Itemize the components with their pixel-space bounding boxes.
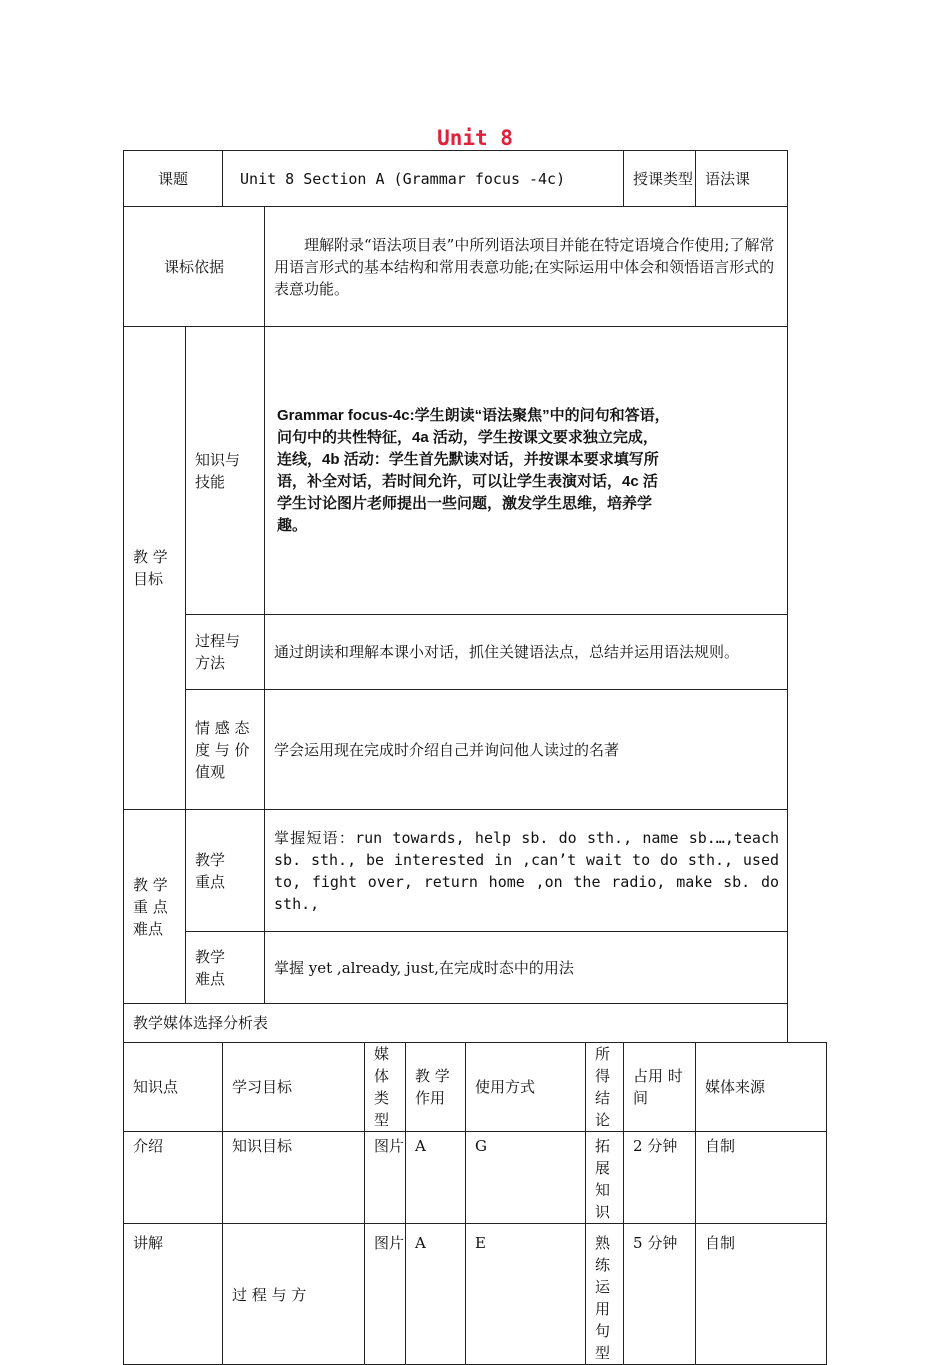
media-cell: G <box>466 1132 586 1224</box>
media-header-cell: 媒 体 类型 <box>365 1043 406 1132</box>
emotion-text: 学会运用现在完成时介绍自己并询问他人读过的名著 <box>265 690 788 810</box>
keypoints-label: 教 学 重 点 难点 <box>124 810 186 1004</box>
media-cell: 知识目标 <box>223 1132 365 1224</box>
process-row <box>124 615 827 690</box>
media-header-row <box>124 1043 827 1132</box>
basis-label: 课标依据 <box>124 207 265 327</box>
media-cell: 讲解 <box>124 1224 223 1365</box>
header-row <box>124 151 827 207</box>
knowledge-line: 语，补全对话，若时间允许，可以让学生表演对话，4c 活 <box>277 472 658 490</box>
topic-value: Unit 8 Section A (Grammar focus -4c) <box>223 151 624 207</box>
media-header-cell: 教 学 作用 <box>406 1043 466 1132</box>
basis-text: 理解附录“语法项目表”中所列语法项目并能在特定语境合作使用;了解常用语言形式的基本结构和常用表意功能;在实际运用中体会和领悟语言形式的表意功能。 <box>265 207 788 327</box>
focus-label: 教学重点 <box>186 810 265 932</box>
focus-row <box>124 810 827 932</box>
knowledge-line: 学生讨论图片老师提出一些问题，激发学生思维，培养学 <box>277 494 653 512</box>
media-header-cell: 媒体来源 <box>696 1043 827 1132</box>
lesson-plan-table <box>123 150 827 1365</box>
knowledge-line: 问句中的共性特征，4a 活动，学生按课文要求独立完成， <box>277 428 658 446</box>
knowledge-line: Grammar focus-4c:学生朗读“语法聚焦”中的问句和答语， <box>277 406 670 424</box>
difficulty-row <box>124 932 827 1004</box>
knowledge-text <box>265 327 788 615</box>
media-header-cell: 占用 时间 <box>624 1043 696 1132</box>
media-title: 教学媒体选择分析表 <box>124 1004 788 1043</box>
emotion-label: 情 感 态 度 与 价 值观 <box>186 690 265 810</box>
media-cell: 2 分钟 <box>624 1132 696 1224</box>
media-cell: 介绍 <box>124 1132 223 1224</box>
knowledge-label: 知识与技能 <box>186 327 265 615</box>
media-header-cell: 知识点 <box>124 1043 223 1132</box>
lesson-type-value: 语法课 <box>696 151 788 207</box>
difficulty-text: 掌握 yet ,already, just,在完成时态中的用法 <box>265 932 788 1004</box>
knowledge-row <box>124 327 827 615</box>
media-cell: 图片 <box>365 1132 406 1224</box>
basis-row <box>124 207 827 327</box>
emotion-row <box>124 690 827 810</box>
media-row <box>124 1132 827 1224</box>
media-cell: A <box>406 1224 466 1365</box>
media-header-cell: 所得结论 <box>586 1043 624 1132</box>
media-cell: 图片 <box>365 1224 406 1365</box>
media-cell: 自制 <box>696 1224 827 1365</box>
media-cell: 熟练运用句型 <box>586 1224 624 1365</box>
process-label: 过程与方法 <box>186 615 265 690</box>
difficulty-label: 教学难点 <box>186 932 265 1004</box>
process-text: 通过朗读和理解本课小对话，抓住关键语法点，总结并运用语法规则。 <box>265 615 788 690</box>
media-title-row <box>124 1004 827 1043</box>
media-cell: 过 程 与 方 <box>223 1224 365 1365</box>
knowledge-line: 趣。 <box>277 516 308 534</box>
media-cell: 5 分钟 <box>624 1224 696 1365</box>
media-cell: A <box>406 1132 466 1224</box>
lesson-type-label: 授课类型 <box>624 151 696 207</box>
media-cell: 自制 <box>696 1132 827 1224</box>
focus-text: 掌握短语：run towards, help sb. do sth., name sb.…,teach sb. sth., be interested in ,can’t wait to do sth., used to, fight over, return home ,on the radio, make sb. do sth., <box>265 810 788 932</box>
media-header-cell: 使用方式 <box>466 1043 586 1132</box>
media-cell: E <box>466 1224 586 1365</box>
topic-label: 课题 <box>124 151 223 207</box>
media-row <box>124 1224 827 1365</box>
knowledge-line: 连线，4b 活动：学生首先默读对话，并按课本要求填写所 <box>277 450 659 468</box>
objectives-label: 教 学 目标 <box>124 327 186 810</box>
page-title: Unit 8 <box>437 126 513 150</box>
media-cell: 拓展知识 <box>586 1132 624 1224</box>
media-header-cell: 学习目标 <box>223 1043 365 1132</box>
